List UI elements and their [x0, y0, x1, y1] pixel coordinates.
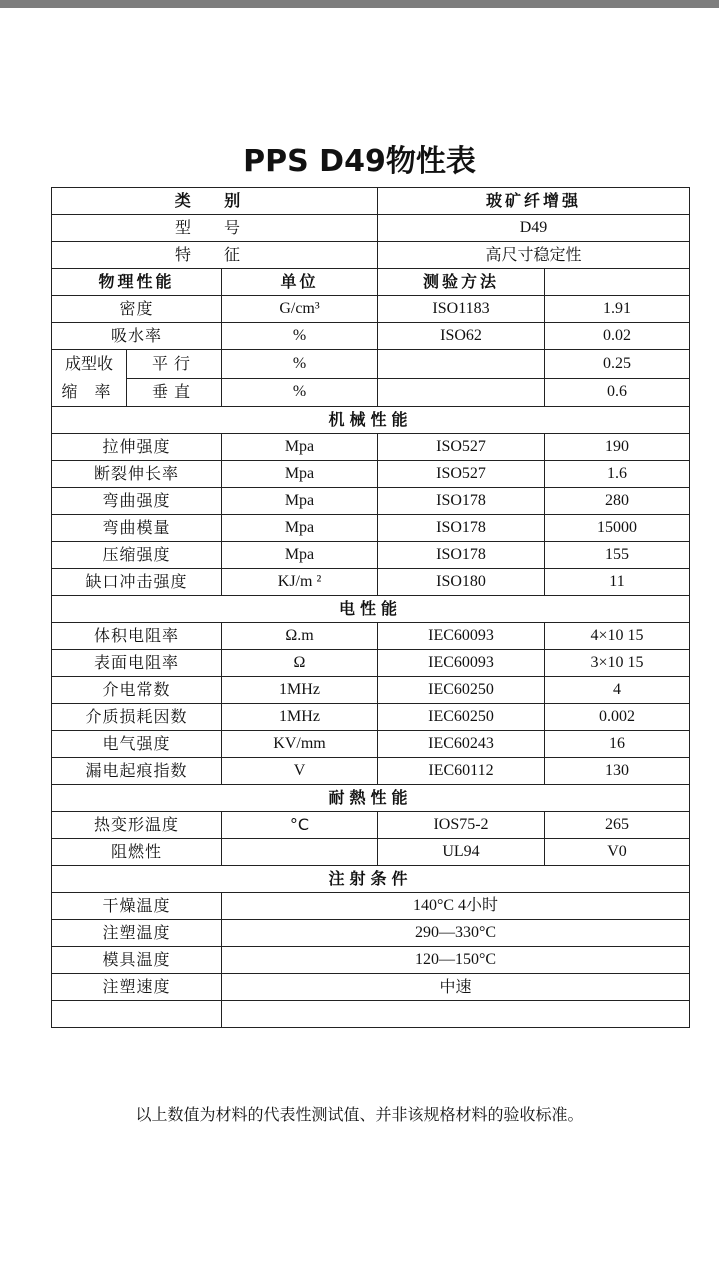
table-row	[52, 461, 690, 488]
physical-header-row	[52, 269, 690, 296]
table-row	[52, 704, 690, 731]
property-value: V0	[545, 839, 690, 866]
property-unit: KV/mm	[222, 731, 378, 758]
property-name: 缺口冲击强度	[52, 569, 222, 596]
table-row	[52, 434, 690, 461]
property-value: 155	[545, 542, 690, 569]
top-status-bar	[0, 0, 719, 8]
property-name: 阻燃性	[52, 839, 222, 866]
condition-value: 中速	[222, 974, 690, 1001]
property-method: IEC60250	[378, 677, 545, 704]
property-method: IEC60112	[378, 758, 545, 785]
table-row	[52, 323, 690, 350]
table-row	[52, 758, 690, 785]
section-row	[52, 866, 690, 893]
property-method: IEC60250	[378, 704, 545, 731]
property-method	[378, 350, 545, 379]
property-unit: 1MHz	[222, 677, 378, 704]
property-value: 280	[545, 488, 690, 515]
property-value: 11	[545, 569, 690, 596]
property-unit: Ω.m	[222, 623, 378, 650]
category-label: 类 别	[52, 188, 378, 215]
property-method: ISO527	[378, 434, 545, 461]
table-row	[52, 378, 690, 407]
property-method: ISO180	[378, 569, 545, 596]
property-name: 体积电阻率	[52, 623, 222, 650]
model-row	[52, 215, 690, 242]
condition-name	[52, 1001, 222, 1028]
property-value: 1.91	[545, 296, 690, 323]
property-name: 弯曲模量	[52, 515, 222, 542]
property-value: 190	[545, 434, 690, 461]
property-name: 吸水率	[52, 323, 222, 350]
table-row	[52, 350, 690, 379]
physical-header-method: 测验方法	[378, 269, 545, 296]
property-unit	[222, 839, 378, 866]
property-name: 密度	[52, 296, 222, 323]
property-method: UL94	[378, 839, 545, 866]
physical-header-value	[545, 269, 690, 296]
property-value: 0.02	[545, 323, 690, 350]
condition-value: 140°C 4小时	[222, 893, 690, 920]
physical-header-unit: 单位	[222, 269, 378, 296]
property-method	[378, 378, 545, 407]
property-value: 3×10 15	[545, 650, 690, 677]
table-row	[52, 731, 690, 758]
property-method: IOS75-2	[378, 812, 545, 839]
section-title-thermal: 耐熱性能	[52, 785, 690, 812]
property-name: 表面电阻率	[52, 650, 222, 677]
property-unit: %	[222, 378, 378, 407]
section-title-electrical: 电性能	[52, 596, 690, 623]
property-method: ISO62	[378, 323, 545, 350]
property-unit: Ω	[222, 650, 378, 677]
table-row	[52, 893, 690, 920]
property-method: ISO1183	[378, 296, 545, 323]
condition-name: 模具温度	[52, 947, 222, 974]
property-value: 16	[545, 731, 690, 758]
property-name: 漏电起痕指数	[52, 758, 222, 785]
feature-value: 高尺寸稳定性	[378, 242, 690, 269]
section-title-injection: 注射条件	[52, 866, 690, 893]
condition-value: 120—150°C	[222, 947, 690, 974]
footnote: 以上数值为材料的代表性测试值、并非该规格材料的验收标准。	[135, 1105, 584, 1124]
property-value: 0.25	[545, 350, 690, 379]
property-value: 15000	[545, 515, 690, 542]
shrinkage-label-line1: 成型收	[64, 354, 113, 373]
table-row	[52, 650, 690, 677]
property-value: 4×10 15	[545, 623, 690, 650]
property-method: ISO178	[378, 515, 545, 542]
property-name: 垂直	[127, 378, 222, 407]
condition-name: 干燥温度	[52, 893, 222, 920]
property-unit: Mpa	[222, 515, 378, 542]
section-row	[52, 785, 690, 812]
shrinkage-label	[52, 350, 127, 407]
property-method: IEC60093	[378, 623, 545, 650]
property-method: ISO178	[378, 488, 545, 515]
property-name: 弯曲强度	[52, 488, 222, 515]
section-title-mechanical: 机械性能	[52, 407, 690, 434]
physical-header-name: 物理性能	[52, 269, 222, 296]
condition-value: 290—330°C	[222, 920, 690, 947]
category-row	[52, 188, 690, 215]
table-row	[52, 839, 690, 866]
property-unit: Mpa	[222, 488, 378, 515]
condition-value	[222, 1001, 690, 1028]
table-row	[52, 974, 690, 1001]
condition-name: 注塑温度	[52, 920, 222, 947]
property-name: 电气强度	[52, 731, 222, 758]
model-label: 型 号	[52, 215, 378, 242]
section-row	[52, 596, 690, 623]
property-value: 0.002	[545, 704, 690, 731]
section-row	[52, 407, 690, 434]
feature-row	[52, 242, 690, 269]
property-unit: 1MHz	[222, 704, 378, 731]
property-method: IEC60093	[378, 650, 545, 677]
condition-name: 注塑速度	[52, 974, 222, 1001]
properties-table	[51, 187, 690, 1028]
property-name: 平行	[127, 350, 222, 379]
property-name: 断裂伸长率	[52, 461, 222, 488]
property-value: 265	[545, 812, 690, 839]
property-value: 0.6	[545, 378, 690, 407]
table-row	[52, 812, 690, 839]
table-row	[52, 1001, 690, 1028]
table-row	[52, 542, 690, 569]
property-value: 4	[545, 677, 690, 704]
property-name: 介电常数	[52, 677, 222, 704]
property-unit: Mpa	[222, 434, 378, 461]
property-method: IEC60243	[378, 731, 545, 758]
table-row	[52, 623, 690, 650]
property-value: 1.6	[545, 461, 690, 488]
table-row	[52, 569, 690, 596]
property-name: 拉伸强度	[52, 434, 222, 461]
table-row	[52, 488, 690, 515]
table-row	[52, 296, 690, 323]
page-title: PPS D49物性表	[243, 144, 476, 179]
property-unit: KJ/m ²	[222, 569, 378, 596]
table-row	[52, 947, 690, 974]
property-unit: Mpa	[222, 461, 378, 488]
property-name: 介质损耗因数	[52, 704, 222, 731]
property-name: 压缩强度	[52, 542, 222, 569]
feature-label: 特 征	[52, 242, 378, 269]
property-unit: Mpa	[222, 542, 378, 569]
shrinkage-label-line2: 缩 率	[61, 382, 117, 401]
property-method: ISO178	[378, 542, 545, 569]
model-value: D49	[378, 215, 690, 242]
property-name: 热变形温度	[52, 812, 222, 839]
property-unit: %	[222, 323, 378, 350]
table-row	[52, 515, 690, 542]
property-unit: G/cm³	[222, 296, 378, 323]
property-value: 130	[545, 758, 690, 785]
table-row	[52, 920, 690, 947]
property-unit: V	[222, 758, 378, 785]
category-value: 玻矿纤增强	[378, 188, 690, 215]
property-unit: °C	[222, 812, 378, 839]
table-row	[52, 677, 690, 704]
property-unit: %	[222, 350, 378, 379]
property-method: ISO527	[378, 461, 545, 488]
